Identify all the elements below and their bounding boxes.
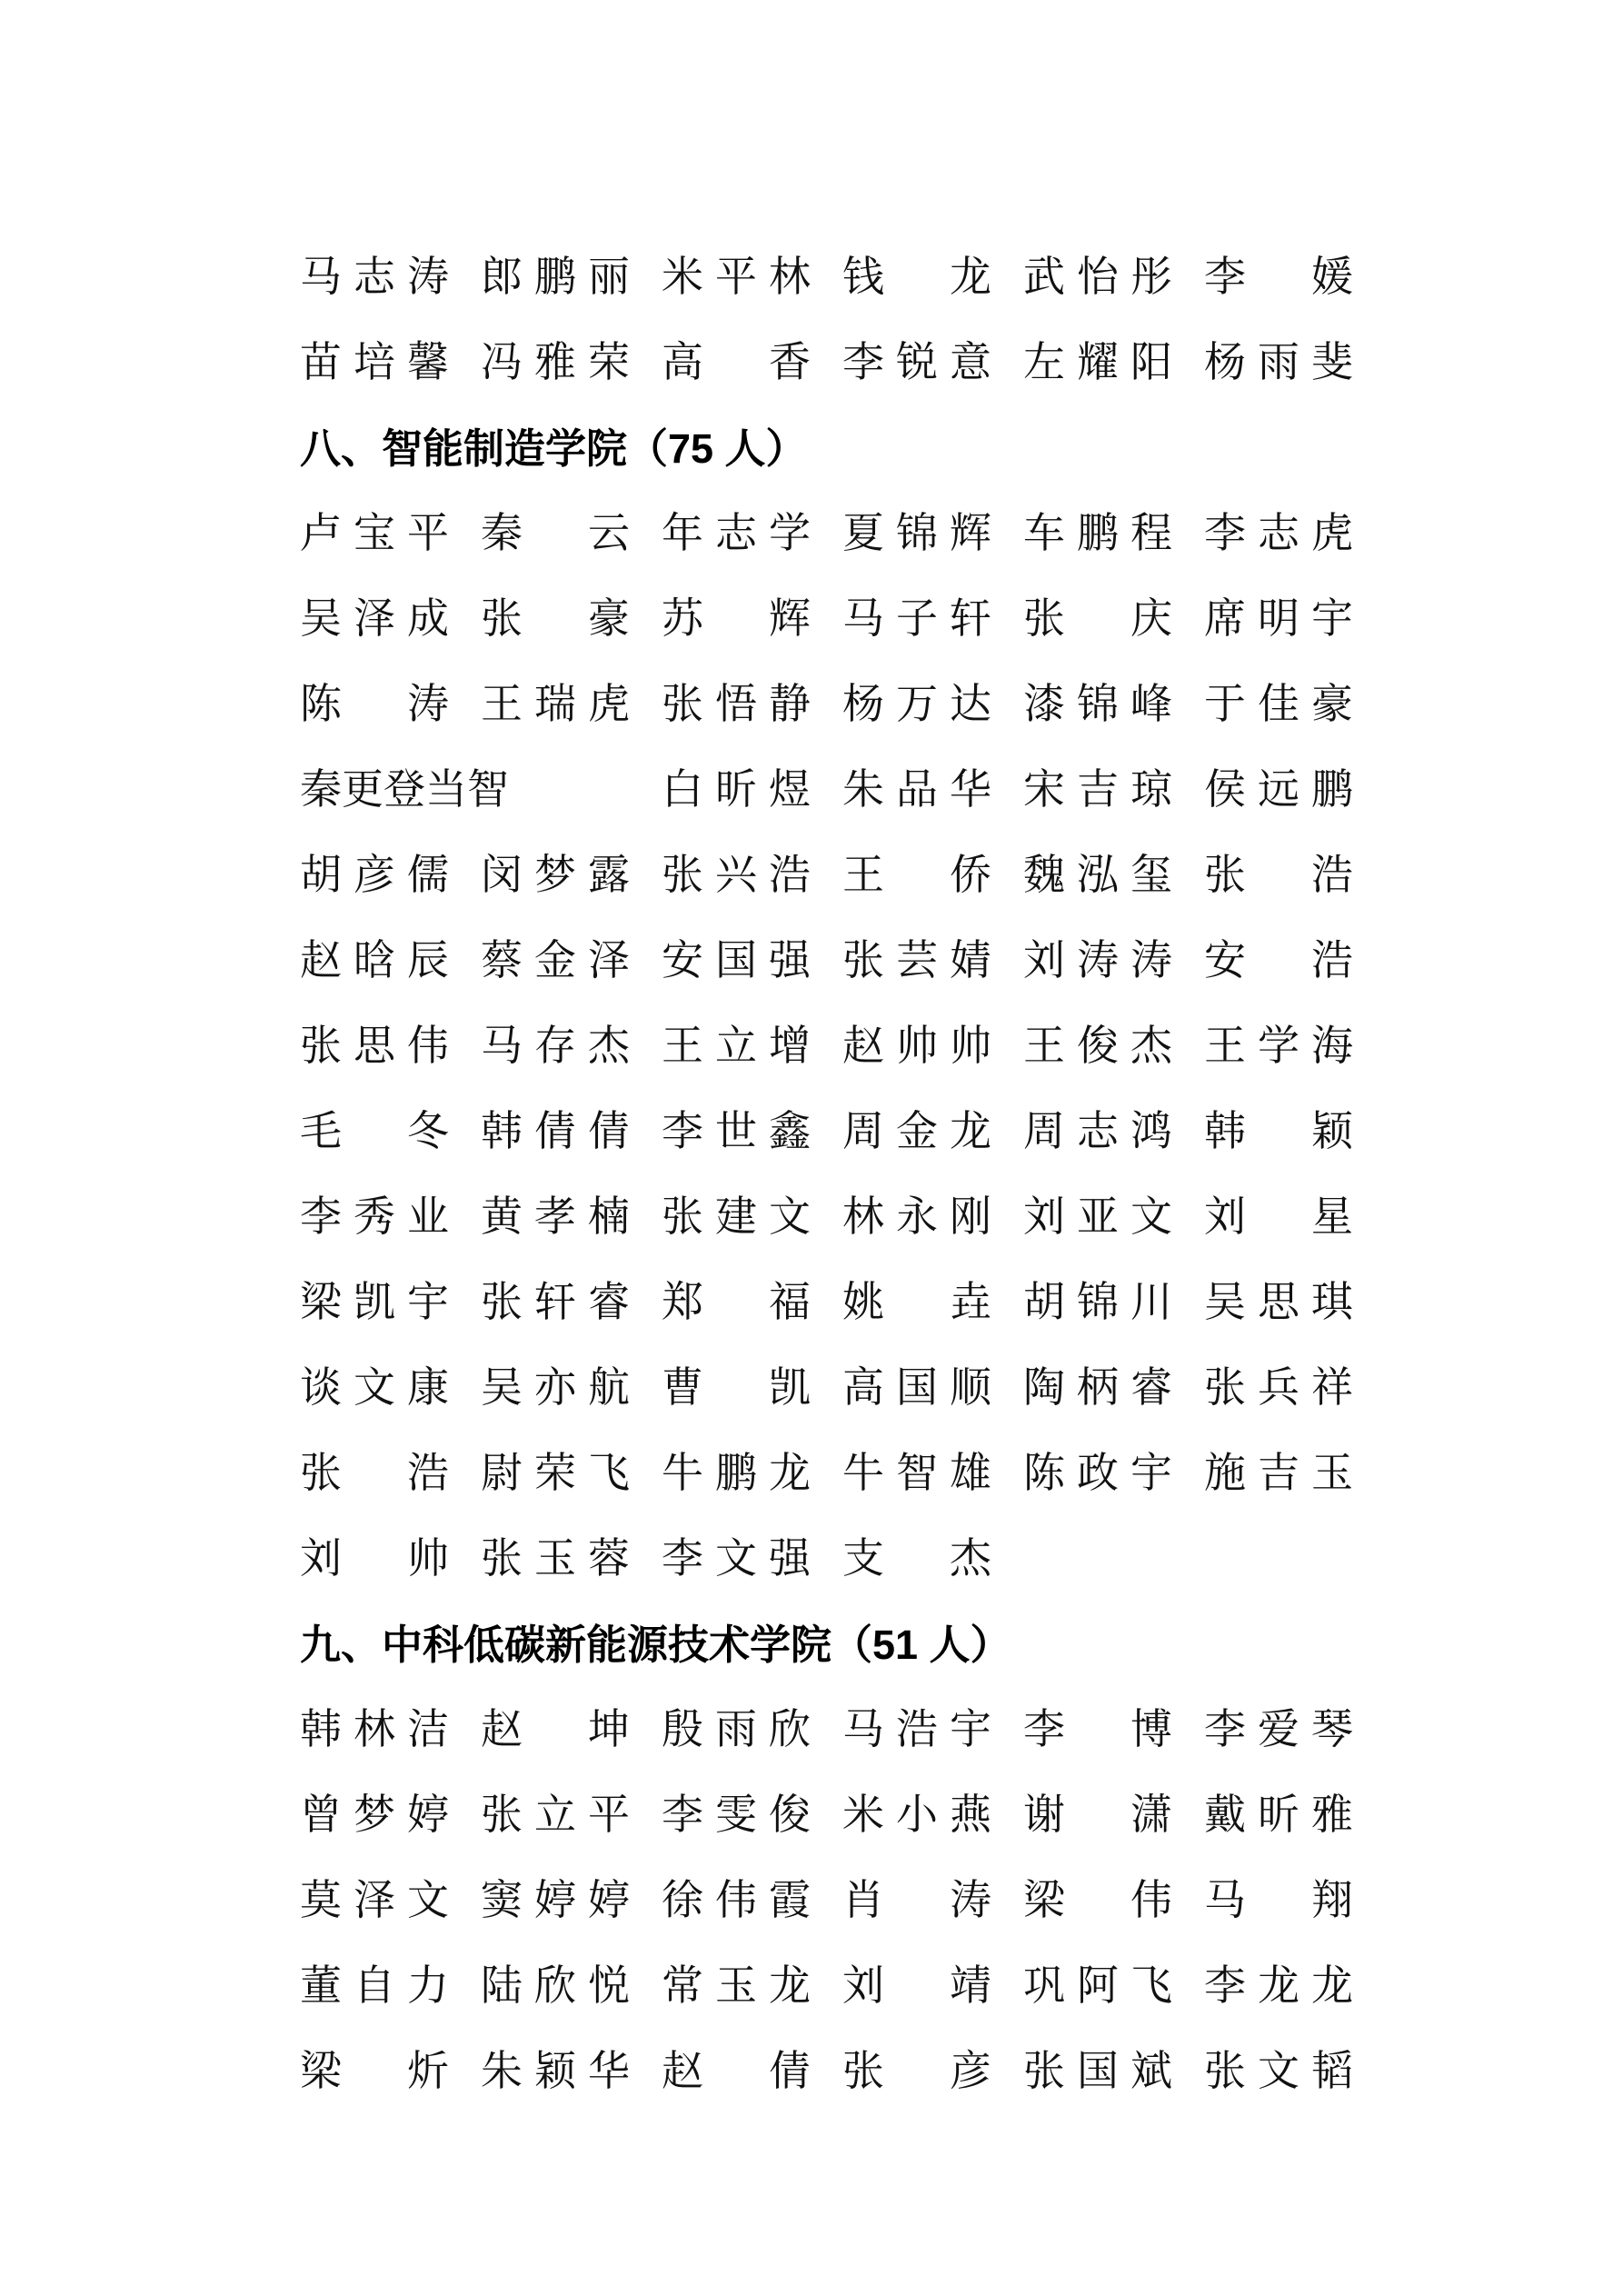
- person-name: 徐 伟 霞: [662, 1877, 811, 1923]
- person-name: 张 建 文: [662, 1193, 811, 1240]
- person-name: 姚 垚: [842, 1279, 991, 1325]
- person-name: 谈 文 康: [300, 1364, 449, 1411]
- person-name: 施 吉 玉: [1204, 1450, 1353, 1496]
- name-row: [0, 1345, 1623, 1431]
- person-name: 吴 亦 航: [481, 1364, 630, 1411]
- name-row: [0, 1687, 1623, 1772]
- person-name: 李 文 强: [662, 1535, 811, 1582]
- person-name: 王 立 增: [662, 1023, 811, 1069]
- person-name: 朱 品 华: [842, 766, 991, 813]
- person-name: 张 豪: [481, 595, 630, 642]
- person-name: 冯 雅 荣: [481, 339, 630, 385]
- person-name: 窦 婷 婷: [481, 1877, 630, 1923]
- person-name: 张 兵 祥: [1204, 1364, 1353, 1411]
- person-name: 曾 梦 婷: [300, 1792, 449, 1838]
- person-name: 常 玉 龙: [662, 1962, 811, 2009]
- person-name: 陶 柄 睿: [1023, 1364, 1172, 1411]
- name-row: [0, 662, 1623, 747]
- person-name: 韩 倩 倩: [481, 1108, 630, 1154]
- person-name: 马 浩 宇: [842, 1706, 991, 1752]
- person-name: 于 佳 豪: [1204, 681, 1353, 727]
- name-row: [0, 1003, 1623, 1089]
- person-name: 李 博: [1023, 1706, 1172, 1752]
- section-8-heading: 八、智能制造学院（75 人）: [300, 424, 807, 472]
- name-row: [0, 1089, 1623, 1174]
- name-row: [0, 747, 1623, 833]
- name-row: [0, 833, 1623, 918]
- person-name: 白 昕 煜: [662, 766, 811, 813]
- person-name: 高 香: [662, 339, 811, 385]
- person-name: 漆 锦 峰: [1023, 681, 1172, 727]
- person-name: 马 存 杰: [481, 1023, 630, 1069]
- person-name: 李 媛: [1204, 254, 1353, 300]
- person-name: 吴 思 琪: [1204, 1279, 1353, 1325]
- person-name: 牛 智 雄: [842, 1450, 991, 1496]
- person-name: 杨 雨 斐: [1204, 339, 1353, 385]
- person-name: 左 耀 阳: [1023, 339, 1172, 385]
- person-name: 赵 坤: [481, 1706, 630, 1752]
- person-name: 朱 颖 华: [481, 2048, 630, 2094]
- person-name: 黄 孝 楠: [481, 1193, 630, 1240]
- name-row: [0, 576, 1623, 662]
- person-name: 胡 彦 儒: [300, 852, 449, 898]
- person-name: 周 金 龙: [842, 1108, 991, 1154]
- person-name: 曹 凯: [662, 1364, 811, 1411]
- person-name: 钱 龙: [842, 254, 991, 300]
- person-name: 郎 鹏 丽: [481, 254, 630, 300]
- name-row: [0, 1260, 1623, 1345]
- person-name: 苗 培 馨: [300, 339, 449, 385]
- person-name: 张 彦: [842, 2048, 991, 2094]
- person-name: 尉 荣 飞: [481, 1450, 630, 1496]
- person-name: 闵 梦 露: [481, 852, 630, 898]
- name-row: [0, 235, 1623, 320]
- person-name: 张 思 伟: [300, 1023, 449, 1069]
- person-name: 魏 泓 玺: [1023, 852, 1172, 898]
- person-name: 牛 鹏 龙: [662, 1450, 811, 1496]
- person-name: 王 俊 杰: [1023, 1023, 1172, 1069]
- person-name: 梁 凯 宇: [300, 1279, 449, 1325]
- person-name: 胡 锦 川: [1023, 1279, 1172, 1325]
- person-name: 陈 政 宇: [1023, 1450, 1172, 1496]
- person-name: 陆 欣 悦: [481, 1962, 630, 2009]
- name-row: [0, 918, 1623, 1003]
- person-name: 李 锐 意: [842, 339, 991, 385]
- person-name: 李 秀 业: [300, 1193, 449, 1240]
- person-name: 武 怡 彤: [1023, 254, 1172, 300]
- section-9-name-grid: [0, 1687, 1623, 2114]
- person-name: 李 世 鑫: [662, 1108, 811, 1154]
- person-name: 高 国 顺: [842, 1364, 991, 1411]
- person-name: 陈 涛: [300, 681, 449, 727]
- person-name: 张 浩: [1204, 852, 1353, 898]
- person-name: 安 浩: [1204, 937, 1353, 983]
- person-name: 李 爱 琴: [1204, 1706, 1353, 1752]
- person-name: 杨 万 达: [842, 681, 991, 727]
- name-row: [0, 1943, 1623, 2029]
- person-name: 周 志 鸿: [1023, 1108, 1172, 1154]
- person-name: 莫 泽 文: [300, 1877, 449, 1923]
- section-9-heading: 九、中科低碳新能源技术学院（51 人）: [300, 1621, 1011, 1668]
- person-name: 张 浩: [300, 1450, 449, 1496]
- person-name: 马 志 涛: [300, 254, 449, 300]
- person-name: 马 翔: [1204, 1877, 1353, 1923]
- person-name: 王 侨: [842, 852, 991, 898]
- person-name: 张 兴 浩: [662, 852, 811, 898]
- person-name: 戴 昕 雅: [1204, 1792, 1353, 1838]
- person-name: 支 杰: [842, 1535, 991, 1582]
- name-row: [0, 1174, 1623, 1260]
- person-name: 刘 靖: [842, 1962, 991, 2009]
- name-row: [0, 2029, 1623, 2114]
- person-name: 安 国 强: [662, 937, 811, 983]
- person-name: 年 志 学: [662, 510, 811, 556]
- person-name: 侯 远 鹏: [1204, 766, 1353, 813]
- person-name: 刘 亚 文: [1023, 1193, 1172, 1240]
- person-name: 巩 阿 飞: [1023, 1962, 1172, 2009]
- person-name: 郑 福: [662, 1279, 811, 1325]
- person-name: 韩 颖: [1204, 1108, 1353, 1154]
- person-name: 董 自 力: [300, 1962, 449, 2009]
- person-name: 秦 云: [481, 510, 630, 556]
- person-name: 张 芸 婧: [842, 937, 991, 983]
- person-name: 席 明 宇: [1204, 595, 1353, 642]
- person-name: 梁 伟: [1023, 1877, 1172, 1923]
- name-row: [0, 1431, 1623, 1516]
- person-name: 赵 晗 辰: [300, 937, 449, 983]
- person-name: 韩 林 洁: [300, 1706, 449, 1752]
- person-name: 赵 帅 帅: [842, 1023, 991, 1069]
- person-name: 肖 涛: [842, 1877, 991, 1923]
- person-name: 王 学 海: [1204, 1023, 1353, 1069]
- person-name: 殷 雨 欣: [662, 1706, 811, 1752]
- person-name: 张 玉 蓉: [481, 1535, 630, 1582]
- name-row: [0, 1772, 1623, 1858]
- person-name: 车 鹏 程: [1023, 510, 1172, 556]
- person-name: 李 志 虎: [1204, 510, 1353, 556]
- person-name: 梁 炘: [300, 2048, 449, 2094]
- person-name: 蔡 金 泽: [481, 937, 630, 983]
- name-row: [0, 320, 1623, 405]
- name-row: [0, 491, 1623, 576]
- name-row: [0, 1858, 1623, 1943]
- person-name: 谢 潇: [1023, 1792, 1172, 1838]
- person-name: 苏 辉: [662, 595, 811, 642]
- person-name: 宋 吉 琼: [1023, 766, 1172, 813]
- person-name: 刘 涛 涛: [1023, 937, 1172, 983]
- person-name: 刘 帅: [300, 1535, 449, 1582]
- person-name: 秦更登当智: [300, 766, 509, 813]
- person-name: 林 永 刚: [842, 1193, 991, 1240]
- person-name: 王 瑞 虎: [481, 681, 630, 727]
- person-name: 张 国 斌: [1023, 2048, 1172, 2094]
- person-name: 刘 星: [1204, 1193, 1353, 1240]
- person-name: 夏 锦 辉: [842, 510, 991, 556]
- person-name: 张 悟 静: [662, 681, 811, 727]
- person-name: 米 平 林: [662, 254, 811, 300]
- person-name: 赵 倩: [662, 2048, 811, 2094]
- person-name: 米 小 燕: [842, 1792, 991, 1838]
- person-name: 张 立 平: [481, 1792, 630, 1838]
- person-name: 张 轩 睿: [481, 1279, 630, 1325]
- section-8-name-grid: [0, 491, 1623, 1602]
- person-name: 马 子 轩: [842, 595, 991, 642]
- intro-name-grid: [0, 235, 1623, 405]
- person-name: 张 文 韬: [1204, 2048, 1353, 2094]
- person-name: 毛 冬: [300, 1108, 449, 1154]
- person-name: 李 龙 龙: [1204, 1962, 1353, 2009]
- person-name: 吴 泽 成: [300, 595, 449, 642]
- person-name: 李 雯 俊: [662, 1792, 811, 1838]
- person-name: 张 庆: [1023, 595, 1172, 642]
- person-name: 卢 宝 平: [300, 510, 449, 556]
- name-row: [0, 1516, 1623, 1602]
